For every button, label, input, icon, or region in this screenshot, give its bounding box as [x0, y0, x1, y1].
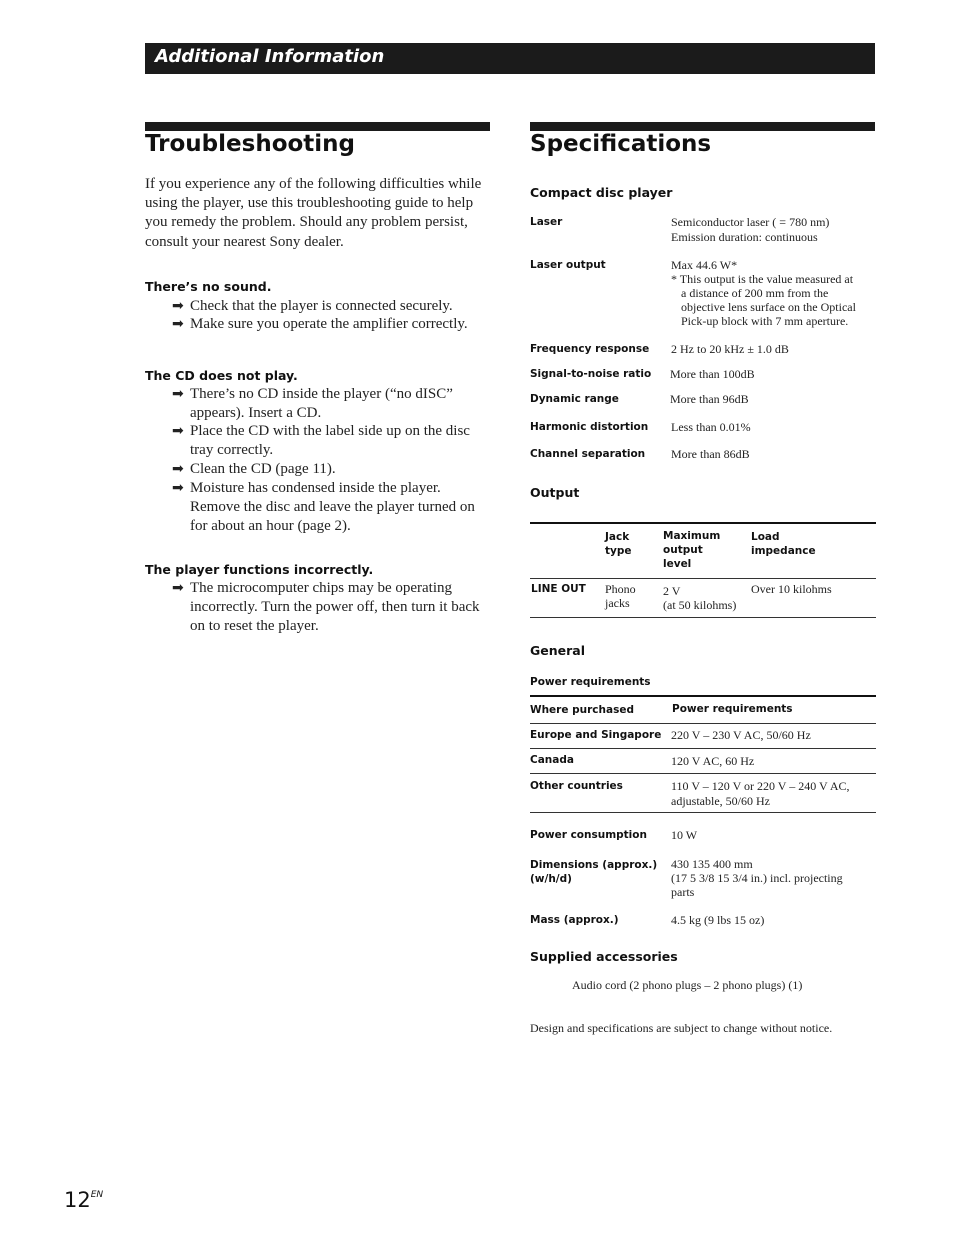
problem-heading-no-play: The CD does not play. — [145, 368, 298, 383]
spec-label: Power consumption — [530, 829, 647, 841]
arrow-icon: ➡ — [172, 580, 184, 596]
arrow-icon: ➡ — [172, 480, 184, 496]
spec-label: Frequency response — [530, 343, 650, 355]
spec-value: 2 Hz to 20 kHz ± 1.0 dB — [671, 342, 789, 356]
arrow-icon: ➡ — [172, 386, 184, 402]
table-rule — [530, 578, 876, 579]
remedy-item: ➡ Moisture has condensed inside the player. Remove the disc and leave the player turned on for about an hour (page 2). — [172, 480, 475, 534]
table-rule — [530, 617, 876, 618]
power-row-value: 120 V AC, 60 Hz — [671, 754, 755, 768]
spec-label: Harmonic distortion — [530, 421, 649, 433]
spec-label: Dimensions (approx.) (w/h/d) — [530, 859, 658, 885]
power-col-power: Power requirements — [672, 703, 793, 715]
troubleshooting-title: Troubleshooting — [145, 131, 356, 157]
problem-heading-incorrect: The player functions incorrectly. — [145, 562, 374, 577]
remedy-item: ➡ Place the CD with the label side up on the disc tray correctly. — [172, 423, 470, 458]
spec-label: Signal-to-noise ratio — [530, 368, 652, 380]
power-row-where: Other countries — [530, 780, 623, 792]
output-heading: Output — [530, 485, 580, 500]
power-row-where: Canada — [530, 754, 574, 766]
power-row-value: 220 V – 230 V AC, 50/60 Hz — [671, 728, 811, 742]
accessories-value: Audio cord (2 phono plugs – 2 phono plugs) (1) — [572, 978, 803, 992]
spec-value: More than 96dB — [670, 392, 749, 406]
arrow-icon: ➡ — [172, 461, 184, 477]
spec-value: Less than 0.01% — [671, 420, 751, 434]
spec-value: Max 44.6 W* — [671, 258, 738, 272]
table-rule — [530, 723, 876, 724]
spec-value: Semiconductor laser ( = 780 nm) Emission duration: continuous — [671, 215, 830, 244]
banner-title: Additional Information — [155, 46, 385, 67]
output-row-level: 2 V (at 50 kilohms) — [663, 584, 737, 612]
spec-value: 10 W — [671, 828, 698, 842]
output-col-jack: Jack type — [605, 531, 632, 557]
power-row-value: 110 V – 120 V or 220 V – 240 V AC, adjustable, 50/60 Hz — [671, 779, 850, 808]
remedy-item: ➡ Check that the player is connected securely. — [172, 298, 453, 314]
power-row-where: Europe and Singapore — [530, 729, 662, 741]
arrow-icon: ➡ — [172, 423, 184, 439]
accessories-heading: Supplied accessories — [530, 949, 678, 964]
spec-footnote: * This output is the value measured at a distance of 200 mm from the objective lens surface on the Optical Pick-up block with 7 mm aperture. — [671, 272, 856, 328]
arrow-icon: ➡ — [172, 298, 184, 314]
table-rule — [530, 773, 876, 774]
spec-label: Laser — [530, 216, 563, 228]
section-banner — [145, 43, 875, 74]
table-rule — [530, 812, 876, 813]
table-rule — [530, 695, 876, 697]
output-col-load: Load impedance — [751, 531, 816, 557]
table-rule — [530, 522, 876, 524]
troubleshooting-intro: If you experience any of the following difficulties while using the player, use this troubleshooting guide to help you remedy the problem. Should any problem persist, consult your nearest Sony dealer. — [145, 176, 482, 250]
problem-heading-no-sound: There’s no sound. — [145, 279, 272, 294]
output-col-level: Maximum output level — [663, 530, 721, 570]
spec-value: 430 135 400 mm (17 5 3/8 15 3/4 in.) incl. projecting parts — [671, 857, 843, 899]
specifications-rule — [530, 122, 875, 131]
specifications-title: Specifications — [530, 131, 712, 157]
spec-label: Laser output — [530, 259, 606, 271]
output-row-name: LINE OUT — [531, 583, 586, 595]
output-row-jack: Phono jacks — [605, 582, 636, 610]
spec-label: Dynamic range — [530, 393, 619, 405]
table-rule — [530, 748, 876, 749]
spec-value: 4.5 kg (9 lbs 15 oz) — [671, 913, 765, 927]
remedy-item: ➡ There’s no CD inside the player (“no dISC” appears). Insert a CD. — [172, 386, 453, 421]
troubleshooting-rule — [145, 122, 490, 131]
remedy-item: ➡ Clean the CD (page 11). — [172, 461, 336, 477]
cd-player-heading: Compact disc player — [530, 185, 673, 200]
change-notice: Design and specifications are subject to change without notice. — [530, 1021, 833, 1035]
page-number: $12^{EN}$ — [64, 1188, 104, 1212]
general-heading: General — [530, 643, 585, 658]
remedy-item: ➡ The microcomputer chips may be operating incorrectly. Turn the power off, then turn it back on to reset the player. — [172, 580, 480, 634]
spec-label: Channel separation — [530, 448, 646, 460]
power-req-label: Power requirements — [530, 676, 651, 688]
spec-value: More than 86dB — [671, 447, 750, 461]
output-row-load: Over 10 kilohms — [751, 582, 832, 596]
arrow-icon: ➡ — [172, 316, 184, 332]
spec-value: More than 100dB — [670, 367, 755, 381]
spec-label: Mass (approx.) — [530, 914, 619, 926]
remedy-item: ➡ Make sure you operate the amplifier correctly. — [172, 316, 468, 332]
power-col-where: Where purchased — [530, 704, 634, 716]
